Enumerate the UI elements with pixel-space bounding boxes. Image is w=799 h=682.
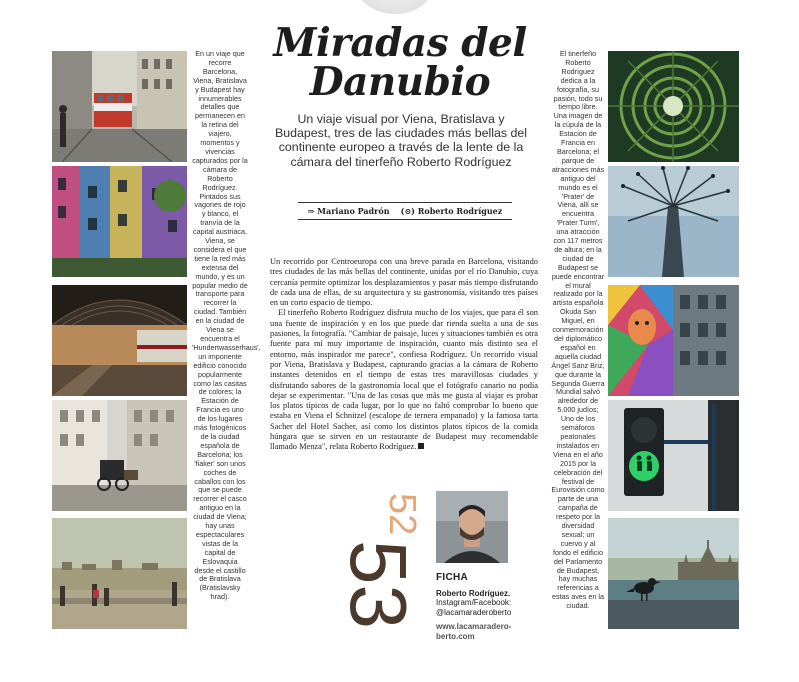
top-decoration (350, 0, 440, 14)
photo-raven-parliament-budapest (608, 518, 739, 629)
ficha-website-line2: berto.com (436, 631, 475, 641)
byline-photographer: (⊙) Roberto Rodríguez (400, 206, 503, 216)
ficha-social-label: Instagram/Facebook: (436, 598, 512, 608)
page-title: Miradas del Danubio (273, 20, 527, 105)
body-paragraph-2: El tinerfeño Roberto Rodríguez disfruta mucho de los viajes, que para él son una fuente de inspiración y en los que puede dar rienda suelta a una de sus pasiones, la fotografía. "Cambiar de paisaje, luces y situaciones también es otra fuente para mí muy importante de inspiración, cuanto más distinto sea el entorno, más inspirador me parece", confiesa Rodríguez. Un recorrido visual por Viena, Bratislava y Budapest, capturando gracias a la cámara de Roberto instantes detenidos en el tiempo de estas tres maravillosas ciudades y disfrutando sabores de la gastronomía local que el fotógrafo canario no podía dejar se experimentar. "Una de las cosas que más me gusta al viajar es probar los platos típicos de cada lugar, por lo que no faltó comprobar lo bueno que estaba en Viena el Schnitzel (escalope de ternera empanado) y la famosa tarta Sacher del Hotel Sacher, así como los distintos platos típicos de la comida húngara que se sirven en un restaurante de Budapest muy recomendable llamado Menza", relata Roberto Rodríguez. (270, 308, 538, 452)
photo-vienna-tram (52, 51, 187, 162)
ficha-social-handle: @lacamaraderoberto (436, 607, 512, 617)
photo-pedestrian-traffic-light (608, 400, 739, 511)
photo-hundertwasserhaus (52, 166, 187, 277)
left-caption-column (192, 49, 261, 602)
end-mark (418, 443, 424, 449)
ficha-box (436, 573, 511, 642)
photo-fiaker-carriage (52, 400, 187, 511)
photo-prater-turm (608, 166, 739, 277)
page-number-right: 53 (334, 540, 423, 629)
photo-okuda-mural (608, 285, 739, 396)
photo-estacion-de-francia-dome (608, 51, 739, 162)
byline-author: ⇒ Mariano Padrón (307, 206, 390, 216)
photo-portrait (436, 491, 508, 563)
left-caption-text: En un viaje que recorre Barcelona, Viena, Bratislava y Budapest hay innumerables detalles que permanecen en la retina del viajero, momentos y vivencias capturados por la cámara de Roberto Rodríguez. Pintados sus vagones de rojo y blanco, el tranvía de la capital austriaca, Viena, se considera el que tiene la red más extensa del mundo, y es un popular medio de transporte para recorrer la ciudad. También en la ciudad de Viena se encuentra el 'Hundertwasserhaus', un imponente edificio conocido popularmente como las casitas de colores; la Estación de Francia es uno de los lugares más fotogénicos de la ciudad española de Barcelona; los 'fiaker' son unos coches de caballos con los que se puede recorrer el casco antiguo en la ciudad de Viena; hay unas espectaculares vistas de la capital de Eslovaquia desde el castillo de Bratislava (Bratislavsky hrad). (192, 49, 261, 602)
article-body (270, 257, 538, 453)
right-caption-text: El tinerfeño Roberto Rodríguez dedica a la fotografía, su pasión, todo su tiempo libre. Una imagen de la cúpula de la Estación de Francia en Barcelona; el parque de atracciones más antiguo del mundo es el 'Prater' de Viena, allí se encuentra 'Prater Turm', una atracción con 117 metros de altura; en la ciudad de Budapest se puede encontrar el mural realizado por la artista española Okuda San Miguel, en conmemoración del diplomático español en aquella ciudad Ángel Sanz Briz, que durante la Segunda Guerra Mundial salvó alrededor de 5.000 judíos; Uno de los semáforos peatonales instalados en Viena en el año 2015 por la celebración del festival de Eurovisión como parte de una campaña de respeto por la diversidad sexual; un cuervo y al fondo el edificio del Parlamento de Budapest, hay muchas referencias a estas aves en la ciudad. (551, 49, 605, 611)
body-paragraph-1: Un recorrido por Centroeuropa con una breve parada en Barcelona, visitando tres ciudades de las más bellas del continente, unidas por el río Danubio, cuya cercanía permite optimizar los desplazamientos y pasar más tiempo disfrutando de cada una de ellas, de su arquitectura y su gastronomía, visitando tres países en un corto espacio de tiempo. (270, 257, 538, 308)
ficha-heading: FICHA (436, 572, 469, 583)
ficha-website-line1: www.lacamaradero- (436, 622, 512, 632)
photo-bratislava-castle-view (52, 518, 187, 629)
ficha-name: Roberto Rodríguez. (436, 588, 511, 598)
page-number-left: 52 (381, 493, 423, 536)
right-caption-column (551, 50, 605, 611)
page-subtitle: Un viaje visual por Viena, Bratislava y Budapest, tres de las ciudades más bellas del continente europeo a través de la lente de la cámara del tinerfeño Roberto Rodríguez (274, 112, 528, 169)
photo-estacion-de-francia (52, 285, 187, 396)
byline (298, 202, 512, 220)
